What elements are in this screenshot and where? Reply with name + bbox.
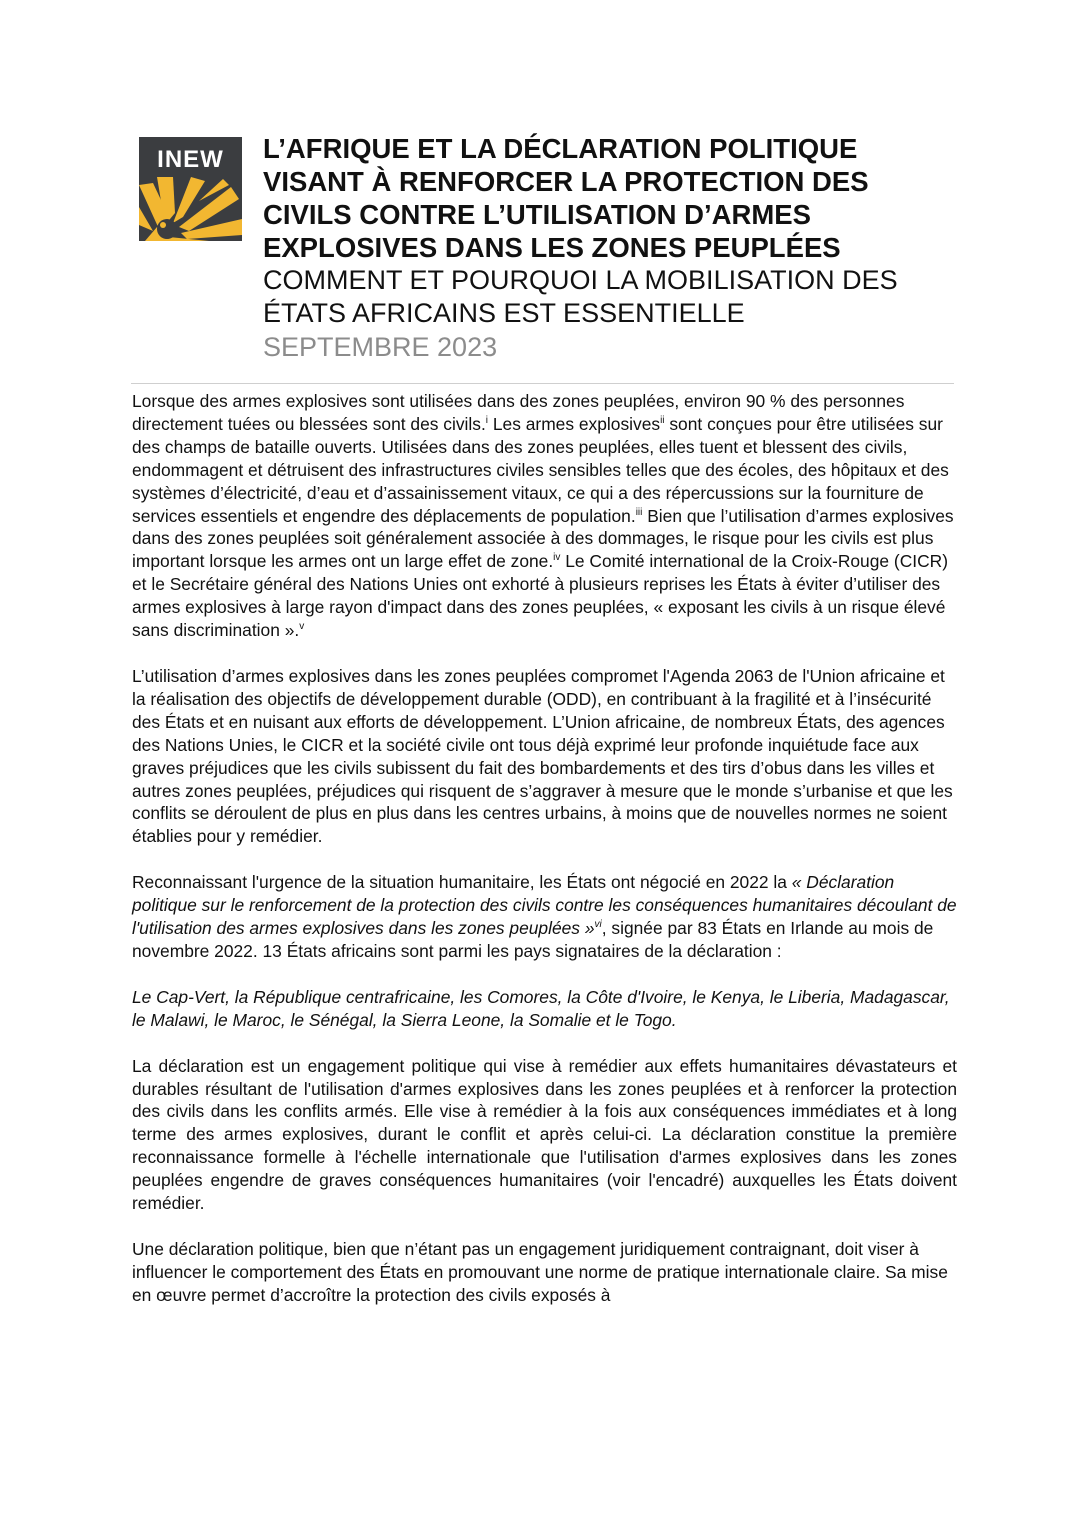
title-line: VISANT À RENFORCER LA PROTECTION DES — [263, 166, 869, 197]
explosion-icon — [139, 177, 242, 241]
header-divider — [131, 383, 954, 384]
footnote-ref[interactable]: ii — [660, 415, 665, 427]
title-line: CIVILS CONTRE L’UTILISATION D’ARMES — [263, 199, 811, 230]
document-header — [263, 132, 983, 364]
logo-text: INEW — [157, 146, 224, 173]
declaration-title: « Déclaration politique sur le renforcement de la protection des civils contre les conséquences humanitaires découlant de l'utilisation des armes explosives dans les zones peuplées » — [132, 872, 957, 939]
footnote-ref[interactable]: i — [485, 415, 489, 427]
document-body — [132, 390, 957, 1330]
document-title — [263, 132, 983, 264]
paragraph-agenda: L’utilisation d’armes explosives dans les zones peuplées compromet l'Agenda 2063 de l'Union africaine et la réalisation des objectifs de développement durable (ODD), en contribuant à la fragilité et à l’insécurité des États et en nuisant aux efforts de développement. L’Union africaine, de nombreux États, des agences des Nations Unies, le CICR et la société civile ont tous déjà exprimé leur profonde inquiétude face aux graves préjudices que les civils subissent du fait des bombardements et des tirs d’obus dans les villes et autres zones peuplées, préjudices qui risquent de s’aggraver à mesure que le monde s’urbanise et que les conflits se déroulent de plus en plus dans les centres urbains, à moins que de nouvelles normes ne soient établies pour y remédier. — [132, 665, 953, 847]
footnote-ref[interactable]: iv — [553, 552, 561, 564]
footnote-ref[interactable]: vi — [594, 919, 602, 931]
inew-logo — [139, 137, 242, 241]
subtitle-line: ÉTATS AFRICAINS EST ESSENTIELLE — [263, 298, 745, 328]
title-line: EXPLOSIVES DANS LES ZONES PEUPLÉES — [263, 232, 841, 263]
paragraph-signatories: Le Cap-Vert, la République centrafricaine, les Comores, la Côte d'Ivoire, le Kenya, le Liberia, Madagascar, le Malawi, le Maroc, le Sénégal, la Sierra Leone, la Somalie et le Togo. — [132, 986, 950, 1030]
paragraph-commitment: La déclaration est un engagement politique qui vise à remédier aux effets humanitaires dévastateurs et durables résultant de l'utilisation d'armes explosives dans les zones peuplées et à renforcer la protection des civils dans les conflits armés. Elle vise à remédier à la fois aux conséquences immédiates et à long terme des armes explosives, durant le conflit et après celui-ci. La déclaration constitue la première reconnaissance formelle à l'échelle internationale que l'utilisation d'armes explosives dans les zones peuplées engendre de graves conséquences humanitaires (voir l'encadré) auxquelles les États doivent remédier. — [132, 1055, 957, 1214]
paragraph-declaration: Reconnaissant l'urgence de la situation humanitaire, les États ont négocié en 2022 la « Déclaration politique sur le renforcement de la protection des civils contre les conséquences humanitaires découlant de l'utilisation des armes explosives dans les zones peuplées »$^{vi}$, signée par 83 États en Irlande au mois de novembre 2022. 13 États africains sont parmi les pays signataires de la déclaration : — [132, 872, 957, 961]
title-line: L’AFRIQUE ET LA DÉCLARATION POLITIQUE — [263, 133, 858, 164]
document-date: SEPTEMBRE 2023 — [263, 332, 498, 362]
footnote-ref[interactable]: iii — [635, 506, 643, 518]
document-subtitle — [263, 264, 983, 330]
subtitle-line: COMMENT ET POURQUOI LA MOBILISATION DES — [263, 265, 898, 295]
paragraph-intro: Lorsque des armes explosives sont utilisées dans des zones peuplées, environ 90 % des personnes directement tuées ou blessées sont des civils.$^i$ Les armes explosives$^{ii}$ sont conçues pour être utilisées sur des champs de bataille ouverts. Utilisées dans des zones peuplées, elles tuent et blessent des civils, endommagent et détruisent des infrastructures civiles sensibles telles que des écoles, des hôpitaux et des systèmes d’électricité, d’eau et d’assainissement vitaux, ce qui a des répercussions sur la fourniture de services essentiels et engendre des déplacements de population.$^{iii}$ Bien que l’utilisation d’armes explosives dans des zones peuplées soit généralement associée à des dommages, le risque pour les civils est plus important lorsque les armes ont un large effet de zone.$^{iv}$ Le Comité international de la Croix-Rouge (CICR) et le Secrétaire général des Nations Unies ont exhorté à plusieurs reprises les États à éviter d’utiliser des armes explosives à large rayon d'impact dans des zones peuplées, « exposant les civils à un risque élevé sans discrimination ».$^v$ — [132, 391, 954, 641]
paragraph-norm: Une déclaration politique, bien que n’étant pas un engagement juridiquement contraignant, doit viser à influencer le comportement des États en promouvant une norme de pratique internationale claire. Sa mise en œuvre permet d’accroître la protection des civils exposés à — [132, 1239, 948, 1305]
footnote-ref[interactable]: v — [299, 621, 305, 633]
